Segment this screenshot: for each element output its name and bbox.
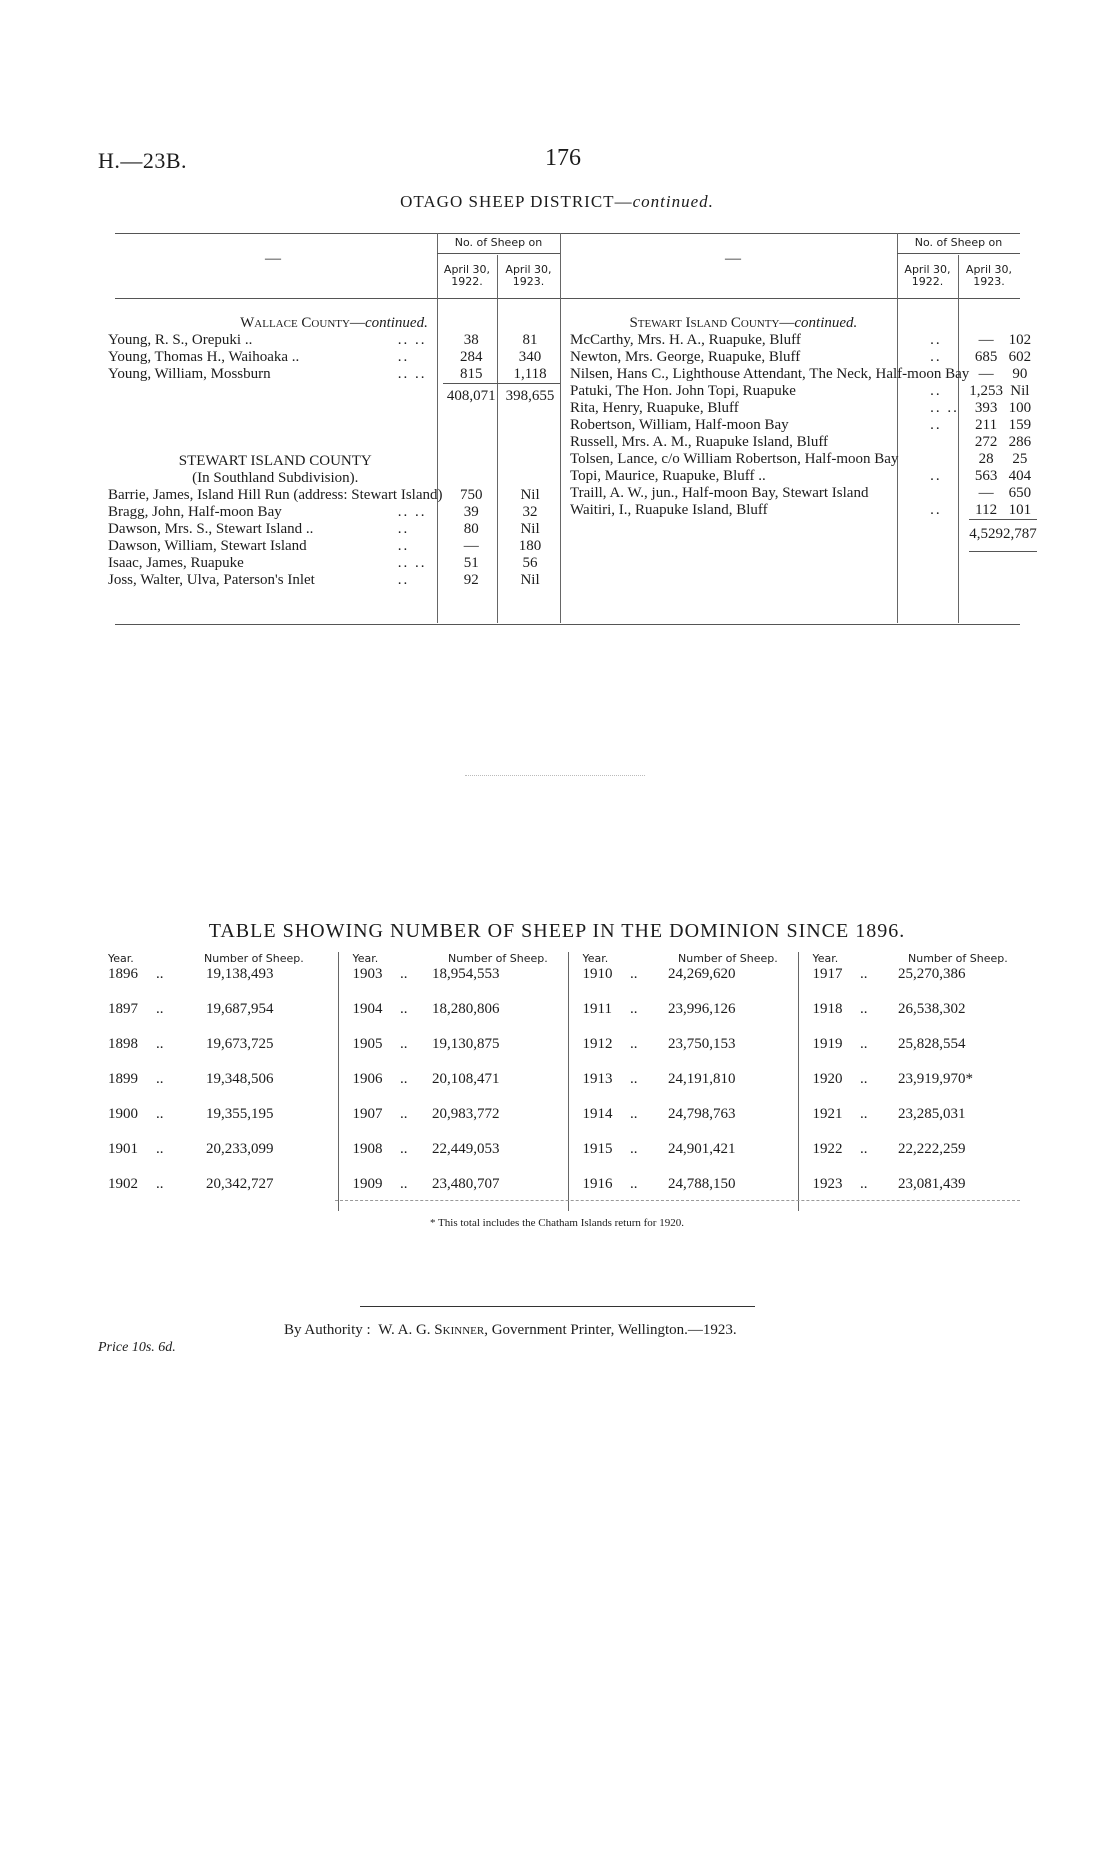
stewart-heading-row: STEWART ISLAND COUNTY: [178, 453, 372, 469]
left-entries-table: [108, 315, 560, 589]
col-1923-right: April 30, 1923.: [965, 263, 1013, 288]
stewart-sub-row: (In Southland Subdivision).: [192, 470, 359, 486]
group-rule-left: [437, 253, 560, 254]
imprint: By Authority : W. A. G. Skinner, Government Printer, Wellington.—1923.: [284, 1322, 737, 1338]
table-row: Robertson, William, Half-moon Bay .. 211 159: [570, 417, 1032, 433]
table-row: Tolsen, Lance, c/o William Robertson, Half-moon Bay 28 25: [570, 451, 1028, 467]
price: Price 10s. 6d.: [98, 1340, 176, 1355]
top-rule-left: [115, 233, 570, 234]
table-row: 1899 .. 19,348,506 1906 .. 20,108,471 1913 .. 24,191,810 1920 .. 23,919,970*: [108, 1071, 1020, 1106]
wallace-heading-row: Wallace County—continued.: [240, 315, 428, 331]
column-header-dash-left: —: [265, 250, 281, 267]
vline-left-3: [560, 233, 561, 623]
table-row: 1896 .. 19,138,493 1903 .. 18,954,553 1910 .. 24,269,620 1917 .. 25,270,386: [108, 966, 1020, 1001]
dominion-header-row: Year. Number of Sheep. Year. Number of Sheep. Year. Number of Sheep. Year. Number of Sheep.: [108, 952, 1008, 965]
table-row: Traill, A. W., jun., Half-moon Bay, Stewart Island — 650: [570, 485, 1032, 501]
table-row: McCarthy, Mrs. H. A., Ruapuke, Bluff .. — 102: [570, 332, 1032, 348]
district-title: OTAGO SHEEP DISTRICT—continued.: [400, 192, 714, 211]
group-header-right: No. of Sheep on: [914, 236, 1003, 249]
table-row: 1897 .. 19,687,954 1904 .. 18,280,806 1911 .. 23,996,126 1918 .. 26,538,302: [108, 1001, 1020, 1036]
table-row: Bragg, John, Half-moon Bay .. .. 39 32: [108, 504, 538, 520]
table-row: Nilsen, Hans C., Lighthouse Attendant, The Neck, Half-moon Bay — 90: [570, 366, 1028, 382]
bottom-rule: [115, 624, 1020, 625]
page-number: 176: [545, 145, 581, 171]
dominion-bottom-rule: [335, 1200, 1020, 1201]
spacer-row: [108, 405, 560, 453]
table-row: Waitiri, I., Ruapuke Island, Bluff .. 112 101: [570, 502, 1032, 518]
table-row: Dawson, William, Stewart Island .. — 180: [108, 538, 542, 554]
printer-name: W. A. G. Skinner,: [378, 1322, 488, 1338]
col-1923-left: April 30, 1923.: [505, 263, 552, 288]
document-code: H.—23B.: [98, 148, 188, 173]
table-row: 1900 .. 19,355,195 1907 .. 20,983,772 1914 .. 24,798,763 1921 .. 23,285,031: [108, 1106, 1020, 1141]
dominion-sheep-table: [108, 952, 1020, 1211]
col-1922-left: April 30, 1922.: [443, 263, 491, 288]
table-row: Rita, Henry, Ruapuke, Bluff .. .. 393 100: [570, 400, 1032, 416]
table-row: Newton, Mrs. George, Ruapuke, Bluff .. 685 602: [570, 349, 1032, 365]
table-row: Patuki, The Hon. John Topi, Ruapuke .. 1,253 Nil: [570, 383, 1030, 399]
section-divider: [465, 775, 645, 776]
footnote: * This total includes the Chatham Islands return for 1920.: [430, 1217, 684, 1229]
top-rule-right: [570, 233, 1020, 234]
right-total-row: 4,529 2,787: [570, 520, 1037, 552]
col-1922-right: April 30, 1922.: [904, 263, 951, 288]
table-row: Topi, Maurice, Ruapuke, Bluff .. .. 563 404: [570, 468, 1032, 484]
table-row: Young, Thomas H., Waihoaka .. .. 284 340: [108, 349, 542, 365]
column-header-dash-right: —: [725, 250, 741, 267]
table-row: Isaac, James, Ruapuke .. .. 51 56: [108, 555, 538, 571]
group-header-left: No. of Sheep on: [454, 236, 543, 249]
table-row: Barrie, James, Island Hill Run (address: Stewart Island) 750 Nil: [108, 487, 540, 503]
table-row: Russell, Mrs. A. M., Ruapuke Island, Bluff 272 286: [570, 434, 1032, 450]
right-entries-table: [570, 315, 1037, 552]
table-row: 1902 .. 20,342,727 1909 .. 23,480,707 1916 .. 24,788,150 1923 .. 23,081,439: [108, 1176, 1020, 1211]
table-row: Joss, Walter, Ulva, Paterson's Inlet .. 92 Nil: [108, 572, 540, 588]
header-rule-right: [570, 298, 1020, 299]
table-row: 1901 .. 20,233,099 1908 .. 22,449,053 1915 .. 24,901,421 1922 .. 22,222,259: [108, 1141, 1020, 1176]
table-row: Dawson, Mrs. S., Stewart Island .. .. 80 Nil: [108, 521, 540, 537]
footer-rule: [360, 1306, 755, 1307]
table-row: Young, R. S., Orepuki .. .. .. 38 81: [108, 332, 538, 348]
table-row: Young, William, Mossburn .. .. 815 1,118: [108, 366, 547, 382]
header-rule-left: [115, 298, 570, 299]
dominion-table-title: TABLE SHOWING NUMBER OF SHEEP IN THE DOMINION SINCE 1896.: [208, 920, 906, 942]
wallace-total-row: 408,071 398,655: [108, 384, 560, 406]
right-heading-row: Stewart Island County—continued.: [629, 315, 858, 331]
table-row: 1898 .. 19,673,725 1905 .. 19,130,875 1912 .. 23,750,153 1919 .. 25,828,554: [108, 1036, 1020, 1071]
group-rule-right: [897, 253, 1020, 254]
